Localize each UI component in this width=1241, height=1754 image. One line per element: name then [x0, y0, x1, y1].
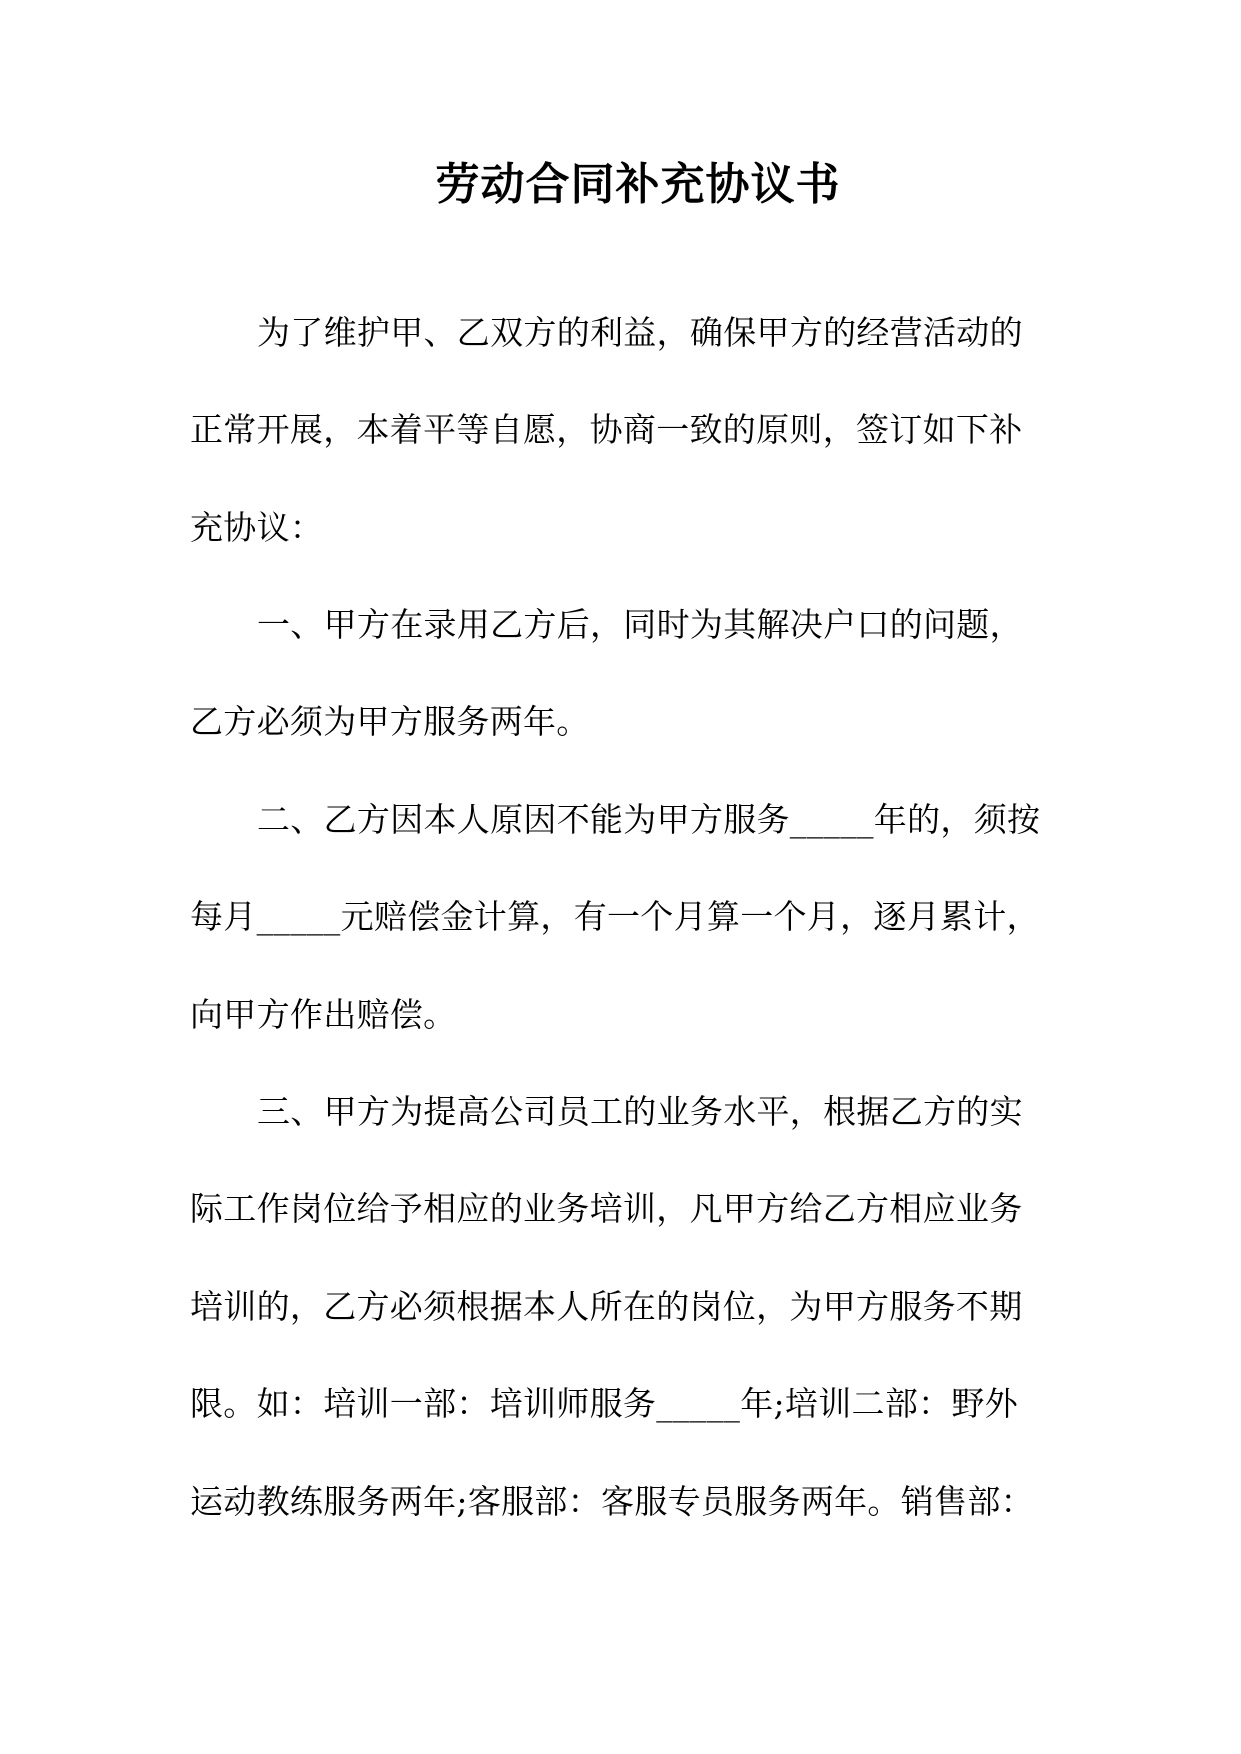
- clause-3-line-1: 三、甲方为提高公司员工的业务水平，根据乙方的实: [257, 1092, 1023, 1131]
- clause-1-line-1: 一、甲方在录用乙方后，同时为其解决户口的问题，: [257, 605, 1023, 644]
- clause-3-line-4: 限。如：培训一部：培训师服务_____年;培训二部：野外: [190, 1384, 1019, 1423]
- paragraph-intro-line-1: 为了维护甲、乙双方的利益，确保甲方的经营活动的: [257, 313, 1023, 352]
- clause-1-line-2: 乙方必须为甲方服务两年。: [190, 702, 590, 741]
- clause-2-line-2: 每月_____元赔偿金计算，有一个月算一个月，逐月累计，: [190, 897, 1040, 936]
- paragraph-intro-line-2: 正常开展，本着平等自愿，协商一致的原则，签订如下补: [190, 410, 1023, 449]
- document-title: 劳动合同补充协议书: [435, 159, 841, 210]
- paragraph-intro-line-3: 充协议：: [190, 508, 324, 547]
- clause-3-line-2: 际工作岗位给予相应的业务培训，凡甲方给乙方相应业务: [190, 1189, 1023, 1228]
- clause-2-line-3: 向甲方作出赔偿。: [190, 995, 457, 1034]
- clause-3-line-3: 培训的，乙方必须根据本人所在的岗位，为甲方服务不期: [190, 1287, 1023, 1326]
- clause-3-line-5: 运动教练服务两年;客服部：客服专员服务两年。销售部：: [190, 1482, 1034, 1521]
- clause-2-line-1: 二、乙方因本人原因不能为甲方服务_____年的，须按: [257, 800, 1041, 839]
